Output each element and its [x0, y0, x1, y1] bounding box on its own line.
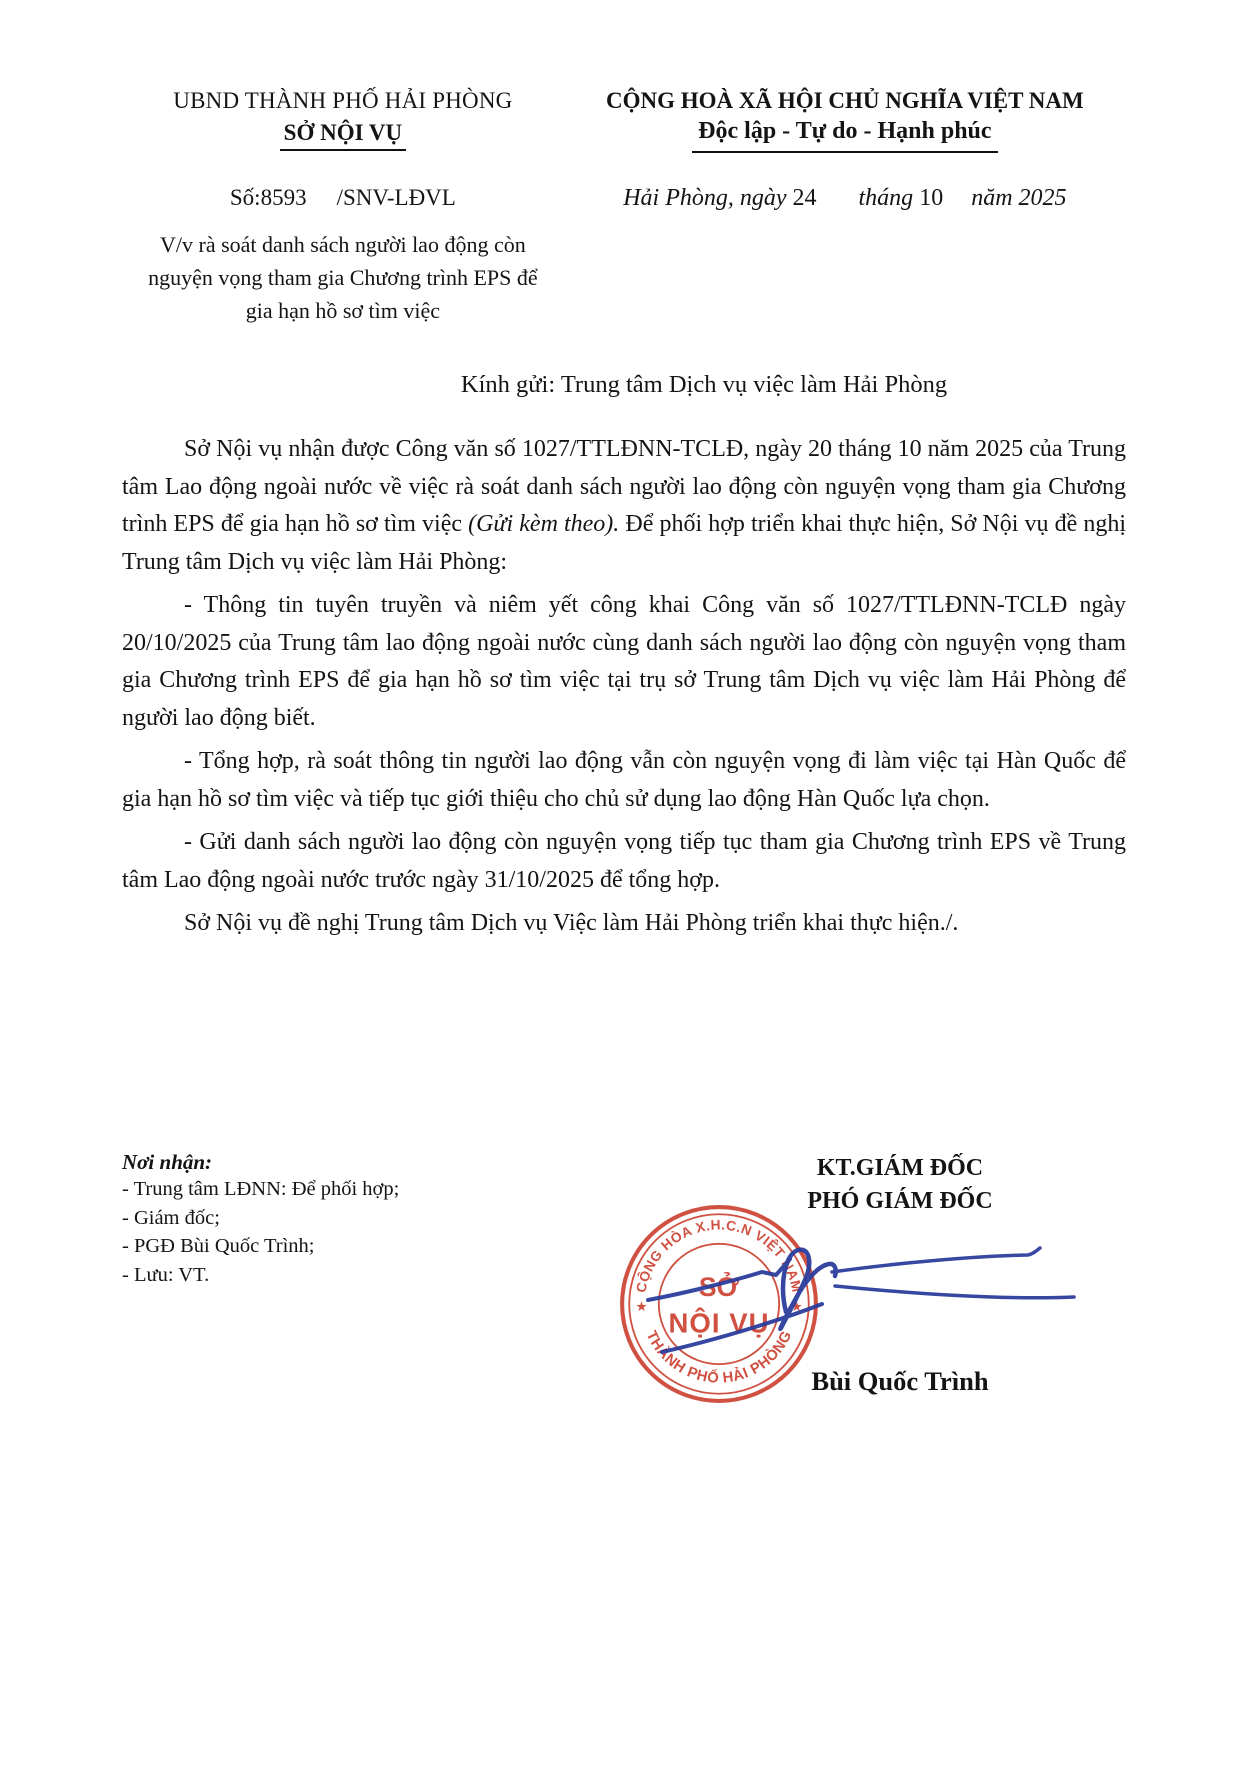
doc-meta-row [122, 185, 1126, 212]
national-motto: Độc lập - Tự do - Hạnh phúc [564, 118, 1126, 153]
signature-stroke [648, 1259, 790, 1300]
salutation: Kính gửi: Trung tâm Dịch vụ việc làm Hải Phòng [460, 371, 948, 398]
signature-stroke [832, 1248, 1040, 1272]
place-and-date [564, 185, 1126, 212]
stamp-top-text: CỘNG HÒA X.H.C.N VIỆT NAM [633, 1217, 805, 1294]
date-month: 10 [919, 185, 944, 211]
body-text [122, 431, 1126, 943]
stamp-center-line2: NỘI VỤ [668, 1307, 770, 1339]
paragraph-3: - Tổng hợp, rà soát thông tin người lao động vẫn còn nguyện vọng đi làm việc tại Hàn Quốc để gia hạn hồ sơ tìm việc và tiếp tục giới thiệu cho chủ sử dụng lao động Hàn Quốc lựa chọn. [122, 748, 1126, 812]
paragraph-5: Sở Nội vụ đề nghị Trung tâm Dịch vụ Việc làm Hải Phòng triển khai thực hiện./. [184, 910, 959, 936]
stamp-center-line1: SỞ [698, 1271, 740, 1302]
national-title: CỘNG HOÀ XÃ HỘI CHỦ NGHĨA VIỆT NAM [606, 88, 1084, 113]
issuer-name: SỞ NỘI VỤ [122, 120, 564, 151]
paragraph-2: - Thông tin tuyên truyền và niêm yết công khai Công văn số 1027/TTLĐNN-TCLĐ ngày 20/10/2025 của Trung tâm lao động ngoài nước cùng danh sách người lao động còn nguyện vọng tham gia Chương trình EPS để gia hạn hồ sơ tìm việc tại trụ sở Trung tâm Dịch vụ việc làm Hải Phòng để người lao động biết. [122, 592, 1126, 731]
recipients-block [122, 1150, 399, 1289]
recipient-item: - Lưu: VT. [122, 1263, 210, 1286]
paragraph-4: - Gửi danh sách người lao động còn nguyện vọng tiếp tục tham gia Chương trình EPS về Trung tâm Lao động ngoài nước trước ngày 31/10/2025 để tổng hợp. [122, 829, 1126, 893]
signature-stroke [662, 1304, 822, 1352]
signature-stroke [835, 1286, 1074, 1298]
doc-number-label: Số:8593 [229, 185, 307, 210]
stamp-star-right-icon: ★ [790, 1299, 803, 1315]
signer-name: Bùi Quốc Trình [811, 1366, 989, 1396]
recipient-item: - Giám đốc; [122, 1206, 220, 1229]
doc-number [122, 185, 564, 211]
paragraph-1: Sở Nội vụ nhận được Công văn số 1027/TTLĐNN-TCLĐ, ngày 20 tháng 10 năm 2025 của Trung tâm Lao động ngoài nước về việc rà soát danh sách người lao động còn nguyện vọng tham gia Chương trình EPS để gia hạn hồ sơ tìm việc (Gửi kèm theo). Để phối hợp triển khai thực hiện, Sở Nội vụ đề nghị Trung tâm Dịch vụ việc làm Hải Phòng: [122, 436, 1127, 575]
year-word: năm [971, 185, 1013, 211]
attachment-note: (Gửi kèm theo). [468, 511, 620, 537]
signer-title-line2: PHÓ GIÁM ĐỐC [807, 1188, 993, 1214]
place-date-prefix: Hải Phòng, ngày [623, 185, 787, 211]
month-word: tháng [858, 185, 914, 211]
document-header [122, 88, 1126, 153]
stamp-star-left-icon: ★ [635, 1299, 648, 1315]
date-day: 24 [792, 185, 817, 211]
issuer-parent-name: UBND THÀNH PHỐ HẢI PHÒNG [173, 88, 513, 113]
subject-text: V/v rà soát danh sách người lao động còn nguyện vọng tham gia Chương trình EPS để gia hạn hồ sơ tìm việc [148, 232, 538, 323]
recipient-item: - PGĐ Bùi Quốc Trình; [122, 1235, 315, 1257]
national-motto-block [564, 88, 1126, 153]
issuing-agency-block [122, 88, 564, 153]
stamp-bottom-text: THÀNH PHỐ HẢI PHÒNG [642, 1328, 796, 1387]
subject-block [122, 228, 564, 327]
date-year: 2025 [1018, 185, 1067, 211]
handwritten-signature [636, 1242, 1110, 1370]
recipient-item: - Trung tâm LĐNN: Để phối hợp; [122, 1178, 400, 1200]
doc-number-symbol: /SNV-LĐVL [336, 185, 456, 210]
signer-title-line1: KT.GIÁM ĐỐC [816, 1155, 984, 1181]
recipients-title: Nơi nhận: [122, 1150, 213, 1174]
